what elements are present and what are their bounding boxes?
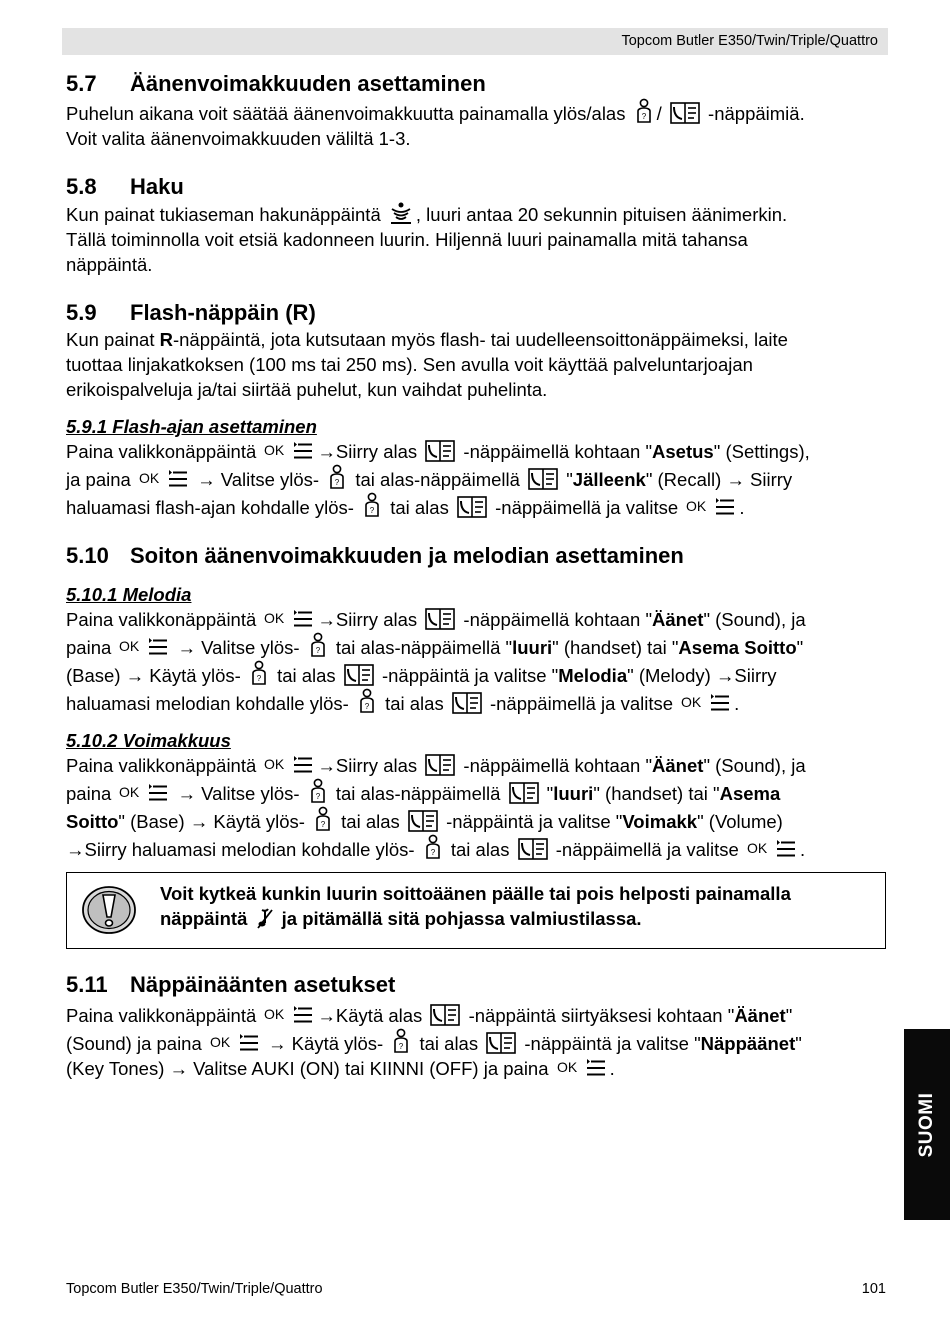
section-5-10-1-line-1: Paina valikkonäppäintä →Siirry alas -näppäimellä kohtaan "Äänet" (Sound), ja: [66, 609, 806, 630]
section-5-11-line-2: (Sound) ja paina → Käytä ylös- tai alas -näppäintä ja valitse "Näppäänet": [66, 1028, 896, 1056]
down-key-icon: [670, 102, 700, 124]
ok-menu-key-icon: [264, 608, 314, 630]
ok-menu-key-icon: [264, 440, 314, 462]
note-box: [66, 872, 886, 949]
header-title: Topcom Butler E350/Twin/Triple/Quattro: [621, 33, 878, 49]
ok-menu-key-icon: [686, 496, 736, 518]
up-key-icon: [391, 1028, 411, 1054]
header-bar: [62, 28, 888, 55]
section-5-9-line-1: Kun painat R-näppäintä, jota kutsutaan myös flash- tai uudelleensoittonäppäimeksi, laite: [66, 329, 788, 350]
section-5-9-line-2: tuottaa linjakatkoksen (100 ms tai 250 ms). Sen avulla voit käyttää palveluntarjoajan: [66, 354, 753, 375]
down-key-icon: [344, 664, 374, 686]
section-5-10-2-line-1: Paina valikkonäppäintä →Siirry alas -näppäimellä kohtaan "Äänet" (Sound), ja: [66, 755, 806, 776]
down-key-icon: [425, 608, 455, 630]
section-5-9-1-line-2: ja paina → Valitse ylös- tai alas-näppäimellä "Jälleenk" (Recall) → Siirry: [66, 464, 896, 492]
section-5-8-line-3: näppäintä.: [66, 254, 153, 275]
section-5-8-line-1: Kun painat tukiaseman hakunäppäintä , luuri antaa 20 sekunnin pituisen äänimerkin.: [66, 201, 896, 227]
ok-menu-key-icon: [264, 754, 314, 776]
ok-menu-key-icon: [119, 782, 169, 804]
exclamation-icon: [81, 885, 137, 935]
down-key-icon: [486, 1032, 516, 1054]
section-5-10-1-heading: 5.10.1 Melodia: [66, 584, 192, 605]
section-5-10-1-line-3: (Base) → Käytä ylös- tai alas -näppäintä ja valitse "Melodia" (Melody) →Siirry: [66, 660, 896, 688]
down-key-icon: [528, 468, 558, 490]
section-5-11-heading: 5.11 Näppäinäänten asetukset: [66, 972, 396, 997]
section-5-10-2-line-4: →Siirry haluamasi melodian kohdalle ylös- tai alas -näppäimellä ja valitse .: [66, 834, 896, 862]
section-5-8-heading: 5.8 Haku: [66, 174, 184, 199]
page-key-icon: [389, 201, 413, 225]
section-5-7-line-2: Voit valita äänenvoimakkuuden väliltä 1-3.: [66, 128, 411, 149]
ok-menu-key-icon: [119, 636, 169, 658]
down-key-icon: [425, 440, 455, 462]
down-key-icon: [518, 838, 548, 860]
down-key-icon: [452, 692, 482, 714]
section-5-11-line-3: (Key Tones) → Valitse AUKI (ON) tai KIINNI (OFF) ja paina .: [66, 1058, 615, 1079]
ok-menu-key-icon: [210, 1032, 260, 1054]
section-5-8-line-2: Tällä toiminnolla voit etsiä kadonneen luurin. Hiljennä luuri painamalla mitä tahansa: [66, 229, 748, 250]
section-5-10-1-line-2: paina → Valitse ylös- tai alas-näppäimellä "luuri" (handset) tai "Asema Soitto": [66, 632, 896, 660]
section-5-9-1-heading: 5.9.1 Flash-ajan asettaminen: [66, 416, 317, 437]
down-key-icon: [430, 1004, 460, 1026]
down-key-icon: [457, 496, 487, 518]
page-number: 101: [861, 1281, 886, 1297]
section-5-10-2-heading: 5.10.2 Voimakkuus: [66, 730, 231, 751]
section-5-7-heading: 5.7 Äänenvoimakkuuden asettaminen: [66, 71, 486, 96]
page-content: [66, 70, 896, 1081]
section-5-9-1-line-1: Paina valikkonäppäintä →Siirry alas -näppäimellä kohtaan "Asetus" (Settings),: [66, 441, 810, 462]
language-tab: [904, 1029, 950, 1220]
section-5-7-line-1: Puhelun aikana voit säätää äänenvoimakkuutta painamalla ylös/alas / -näppäimiä.: [66, 98, 896, 126]
up-key-icon: [357, 688, 377, 714]
section-5-10-2-line-2: paina → Valitse ylös- tai alas-näppäimellä "luuri" (handset) tai "Asema: [66, 778, 896, 806]
ok-menu-key-icon: [747, 838, 797, 860]
up-key-icon: [423, 834, 443, 860]
up-key-icon: [308, 778, 328, 804]
language-tab-label: SUOMI: [916, 1092, 937, 1157]
section-5-9-line-3: erikoispalveluja ja/tai siirtää puhelut, kun vaihdat puhelinta.: [66, 379, 548, 400]
ok-menu-key-icon: [264, 1004, 314, 1026]
ok-menu-key-icon: [681, 692, 731, 714]
footer-title: Topcom Butler E350/Twin/Triple/Quattro: [66, 1281, 323, 1297]
section-5-10-2-line-3: Soitto" (Base) → Käytä ylös- tai alas -näppäintä ja valitse "Voimakk" (Volume): [66, 806, 896, 834]
section-5-11-line-1: Paina valikkonäppäintä →Käytä alas -näppäintä siirtyäksesi kohtaan "Äänet": [66, 1005, 793, 1026]
hash-mute-key-icon: [256, 907, 274, 929]
down-key-icon: [408, 810, 438, 832]
note-line-2: näppäintä ja pitämällä sitä pohjassa valmiustilassa.: [160, 908, 642, 929]
down-key-icon: [425, 754, 455, 776]
ok-menu-key-icon: [139, 468, 189, 490]
section-5-10-1-line-4: haluamasi melodian kohdalle ylös- tai alas -näppäimellä ja valitse .: [66, 688, 896, 716]
up-key-icon: [249, 660, 269, 686]
section-5-9-1-line-3: haluamasi flash-ajan kohdalle ylös- tai alas -näppäimellä ja valitse .: [66, 492, 896, 520]
up-key-icon: [634, 98, 654, 124]
ok-menu-key-icon: [557, 1057, 607, 1079]
section-5-9-heading: 5.9 Flash-näppäin (R): [66, 300, 316, 325]
up-key-icon: [308, 632, 328, 658]
note-line-1: Voit kytkeä kunkin luurin soittoäänen päälle tai pois helposti painamalla: [160, 883, 791, 904]
note-text: [160, 881, 870, 931]
up-key-icon: [313, 806, 333, 832]
down-key-icon: [509, 782, 539, 804]
up-key-icon: [362, 492, 382, 518]
up-key-icon: [327, 464, 347, 490]
section-5-10-heading: 5.10 Soiton äänenvoimakkuuden ja melodian asettaminen: [66, 543, 684, 568]
